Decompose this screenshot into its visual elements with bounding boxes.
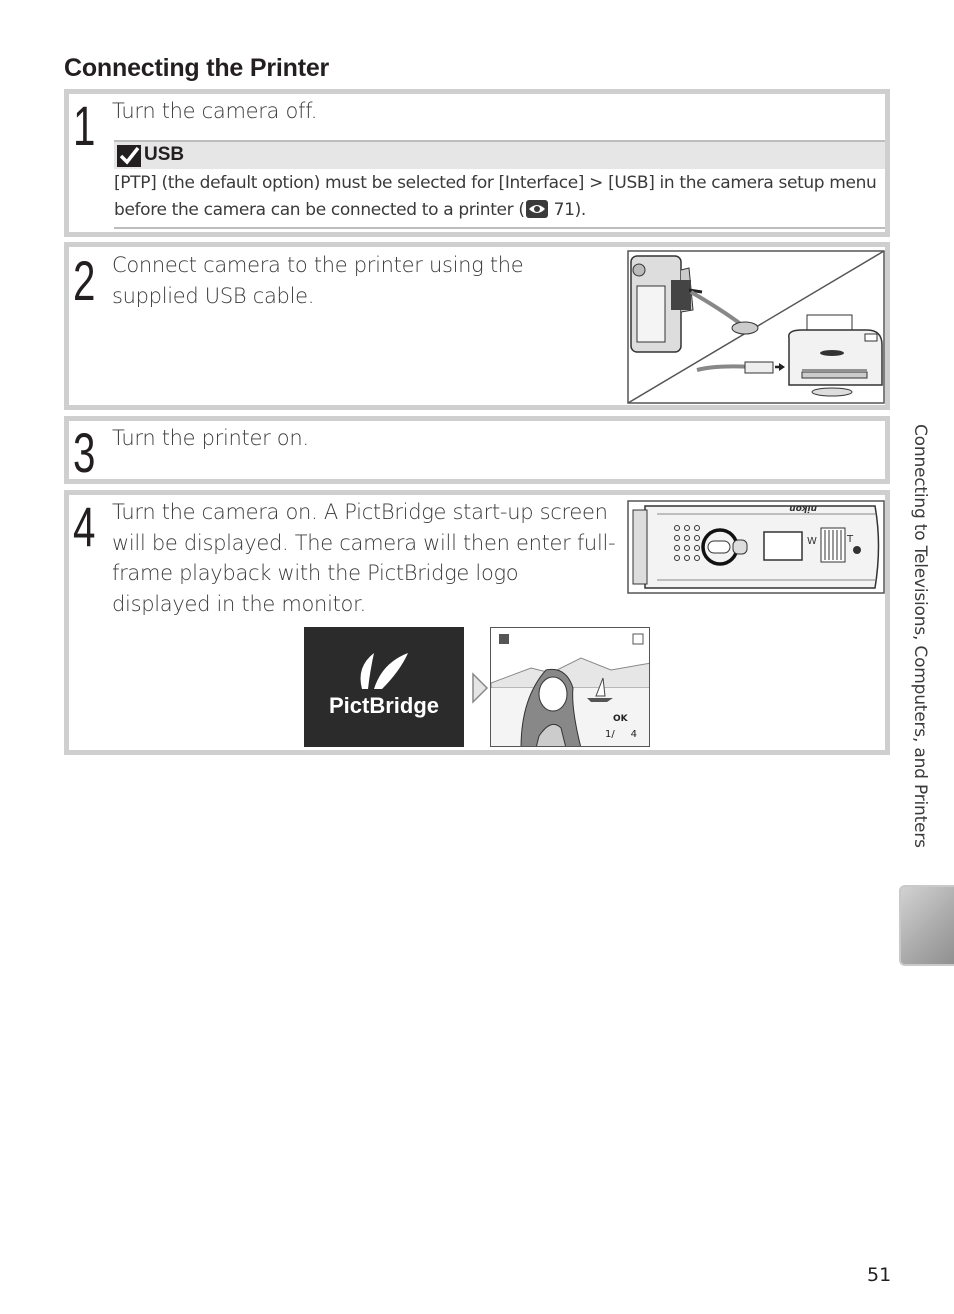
- step-3: [64, 416, 890, 484]
- camera-printer-connection-illustration: [627, 250, 885, 404]
- step-text: Turn the printer on.: [112, 426, 309, 450]
- step-2: [64, 242, 890, 410]
- page-heading: Connecting the Printer: [64, 54, 330, 82]
- ok-label: OK: [613, 714, 628, 724]
- step-number: 1: [73, 94, 96, 157]
- step-number: 2: [73, 249, 96, 312]
- playback-screen: [490, 627, 650, 747]
- usb-note-header: [114, 140, 885, 169]
- camera-top-illustration: [627, 500, 887, 595]
- pictbridge-logo-text: PictBridge: [328, 693, 440, 718]
- usb-note-page-ref: 71).: [548, 200, 586, 220]
- check-mark-icon: [117, 145, 141, 167]
- page-number: 51: [867, 1264, 892, 1286]
- frame-counter: 1/ 4: [605, 729, 637, 740]
- step-4: [64, 490, 890, 755]
- chapter-title: Connecting to Televisions, Computers, and Printers: [910, 424, 930, 848]
- setup-menu-icon: [526, 200, 548, 218]
- next-arrow-icon: [471, 672, 489, 704]
- chapter-tab: [899, 885, 954, 966]
- step-text: Turn the camera on. A PictBridge start-up screen will be displayed. The camera will then enter full-frame playback with the PictBridge logo displayed in the monitor.: [112, 500, 616, 616]
- usb-note-body: [114, 170, 883, 224]
- zoom-wide-label: W: [807, 536, 817, 547]
- step-number: 3: [73, 421, 96, 484]
- svg-text:nikon: nikon: [789, 503, 817, 513]
- step-text: Turn the camera off.: [112, 99, 318, 123]
- usb-note-title: USB: [144, 144, 185, 165]
- pictbridge-logo-icon: [304, 627, 464, 747]
- zoom-tele-label: T: [847, 534, 854, 545]
- chapter-side-label: [896, 424, 936, 874]
- pictbridge-startup-screen: [304, 627, 464, 747]
- step-1: [64, 89, 890, 237]
- step-text: Connect camera to the printer using the supplied USB cable.: [112, 253, 524, 308]
- note-divider: [114, 227, 885, 229]
- usb-note-text: [PTP] (the default option) must be selected for [Interface] > [USB] in the camera setup menu before the camera can be connected to a printer (: [114, 173, 877, 220]
- step-number: 4: [73, 495, 96, 558]
